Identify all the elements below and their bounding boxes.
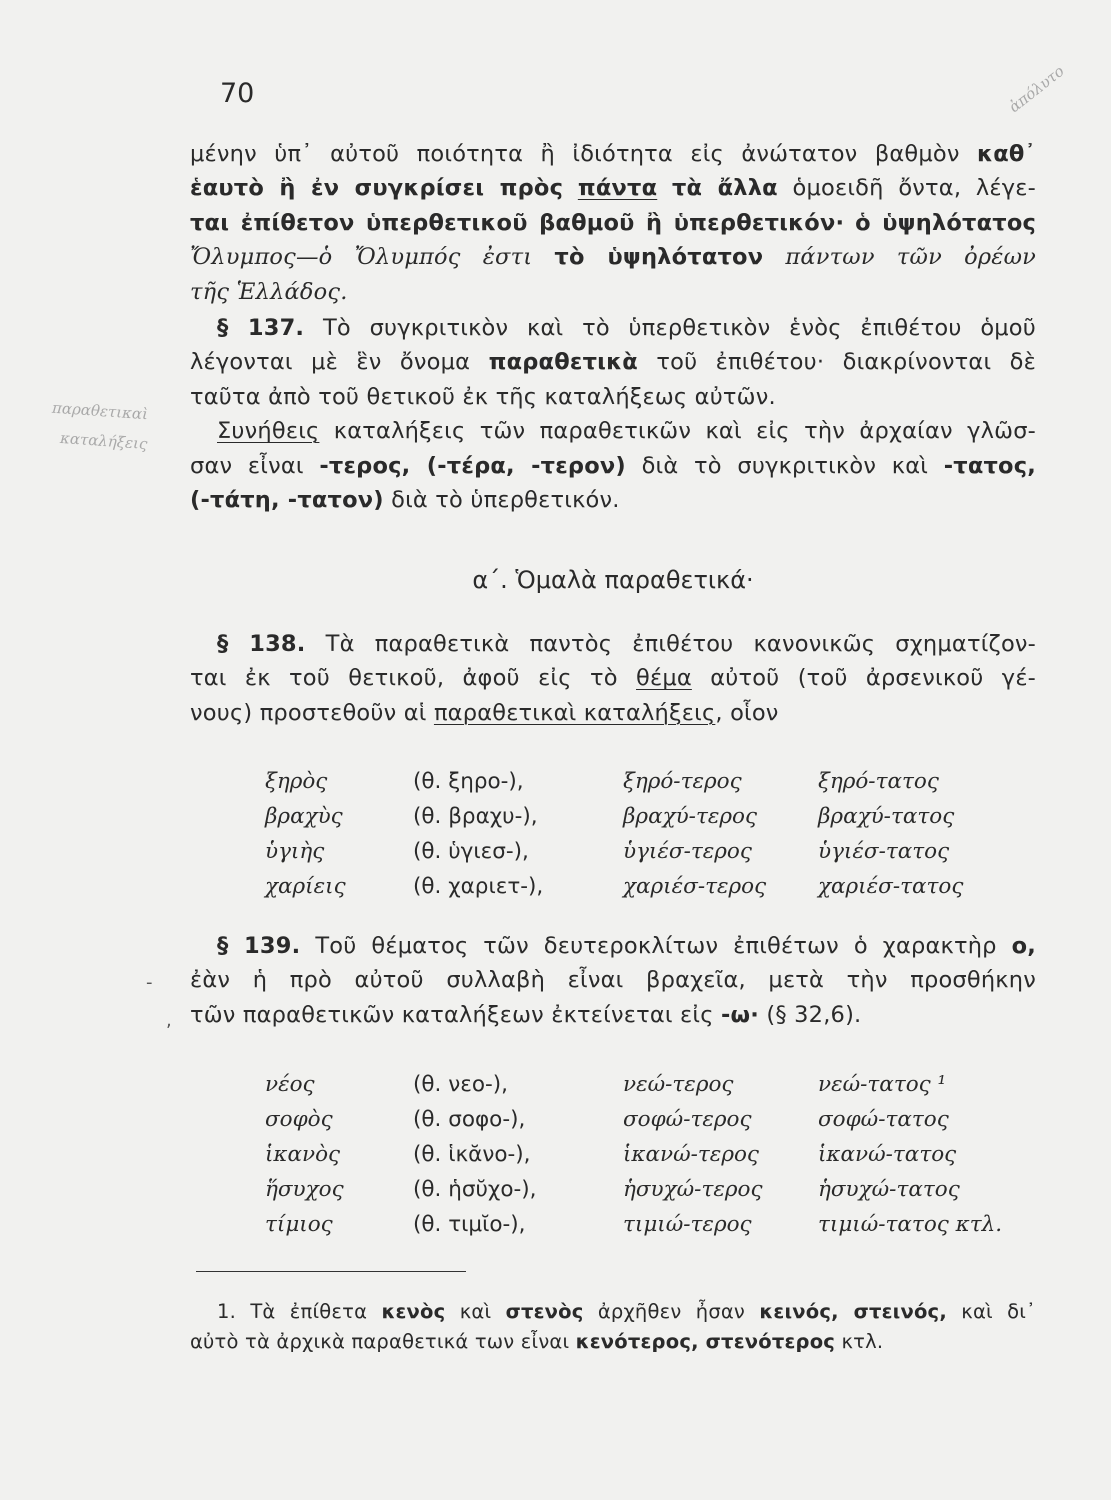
text-line: λέγονται μὲ ἓν ὄνομα παραθετικὰ τοῦ ἐπιθέτου· διακρίνονται δὲ xyxy=(190,349,1037,376)
text-line: νους) προστεθοῦν αἱ παραθετικαὶ καταλήξεις, οἷον xyxy=(190,699,779,726)
text-line: 1. Τὰ ἐπίθετα κενὸς καὶ στενὸς ἀρχῆθεν ἦσαν κεινός, στεινός, καὶ δι᾽ xyxy=(217,1300,1036,1323)
text-line: τῶν παραθετικῶν καταλήξεων ἐκτείνεται εἰς -ω· (§ 32,6). xyxy=(190,1001,862,1028)
comparative-form: ὑγιέσ-τερος xyxy=(623,839,752,864)
comparative-form: ἡσυχώ-τερος xyxy=(623,1177,763,1202)
positive-form: ἥσυχος xyxy=(265,1177,344,1202)
margin-mark: - xyxy=(146,972,153,993)
stem: (θ. ξηρο-), xyxy=(413,769,524,794)
section-number: § 139. xyxy=(217,933,301,959)
positive-form: ἱκανὸς xyxy=(265,1142,341,1167)
table-row xyxy=(265,1067,1002,1102)
text-line: ἑαυτὸ ἢ ἐν συγκρίσει πρὸς πάντα τὰ ἄλλα ὁμοειδῆ ὄντα, λέγε- xyxy=(190,175,1036,202)
table-row xyxy=(265,1172,1002,1207)
table-row xyxy=(265,1102,1002,1137)
stem: (θ. ἱκᾰνο-), xyxy=(413,1142,531,1167)
positive-form: τίμιος xyxy=(265,1212,333,1237)
footnote xyxy=(190,1297,1036,1357)
text-line: ἐὰν ἡ πρὸ αὐτοῦ συλλαβὴ εἶναι βραχεῖα, μετὰ τὴν προσθήκην xyxy=(190,967,1036,994)
superlative-form: σοφώ-τατος xyxy=(818,1107,949,1132)
text-line: μένην ὑπ᾽ αὐτοῦ ποιότητα ἢ ἰδιότητα εἰς ἀνώτατον βαθμὸν καθ᾽ xyxy=(190,141,1036,167)
table-row xyxy=(265,834,963,869)
stem: (θ. χαριετ-), xyxy=(413,874,544,899)
superlative-form: χαριέσ-τατος xyxy=(818,874,964,899)
superlative-form: βραχύ-τατος xyxy=(818,804,955,829)
stem: (θ. ἡσῠχο-), xyxy=(413,1177,537,1202)
positive-form: χαρίεις xyxy=(265,874,346,899)
text-line: § 138. Τὰ παραθετικὰ παντὸς ἐπιθέτου κανονικῶς σχηματίζον- xyxy=(217,631,1036,657)
text-line: Ὄλυμπος—ὁ Ὄλυμπός ἐστι τὸ ὑψηλότατον πάντων τῶν ὀρέων xyxy=(190,244,1036,271)
superlative-form: ξηρό-τατος xyxy=(818,769,939,794)
superlative-form: ἡσυχώ-τατος xyxy=(818,1177,960,1202)
text-line: ται ἐκ τοῦ θετικοῦ, ἀφοῦ εἰς τὸ θέμα αὐτοῦ (τοῦ ἀρσενικοῦ γέ- xyxy=(190,665,1036,692)
section-heading: α΄. Ὁμαλὰ παραθετικά· xyxy=(472,566,754,594)
stem: (θ. τιμῐο-), xyxy=(413,1212,526,1237)
stem: (θ. νεο-), xyxy=(413,1072,508,1097)
section-138 xyxy=(190,627,1036,730)
stem: (θ. ὑγιεσ-), xyxy=(413,839,529,864)
comparative-form: νεώ-τερος xyxy=(623,1072,734,1097)
stem: (θ. βραχυ-), xyxy=(413,804,538,829)
footnote-rule xyxy=(196,1271,466,1272)
section-number: § 137. xyxy=(217,315,305,341)
section-137 xyxy=(190,311,1036,517)
section-139 xyxy=(190,929,1036,1032)
positive-form: νέος xyxy=(265,1072,315,1097)
stem: (θ. σοφο-), xyxy=(413,1107,526,1132)
positive-form: βραχὺς xyxy=(265,804,343,829)
table-row xyxy=(265,869,963,904)
table-row xyxy=(265,799,963,834)
text-line: § 139. Τοῦ θέματος τῶν δευτεροκλίτων ἐπιθέτων ὁ χαρακτὴρ ο, xyxy=(217,933,1036,959)
text-line: Συνήθεις καταλήξεις τῶν παραθετικῶν καὶ εἰς τὴν ἀρχαίαν γλῶσ- xyxy=(217,418,1036,445)
margin-note-top: ἀπόλυτο xyxy=(1005,61,1068,117)
superlative-form: νεώ-τατος ¹ xyxy=(818,1072,947,1097)
positive-form: σοφὸς xyxy=(265,1107,333,1132)
text-line: (-τάτη, -τατον) διὰ τὸ ὑπερθετικόν. xyxy=(190,487,620,514)
text-line: ται ἐπίθετον ὑπερθετικοῦ βαθμοῦ ἢ ὑπερθετικόν· ὁ ὑψηλότατος xyxy=(190,209,1037,236)
superlative-form: τιμιώ-τατος κτλ. xyxy=(818,1212,1003,1237)
margin-mark: , xyxy=(166,1010,172,1031)
comparative-form: χαριέσ-τερος xyxy=(623,874,767,899)
superlative-form: ὑγιέσ-τατος xyxy=(818,839,950,864)
section-number: § 138. xyxy=(217,631,306,657)
text-line: § 137. Τὸ συγκριτικὸν καὶ τὸ ὑπερθετικὸν ἑνὸς ἐπιθέτου ὁμοῦ xyxy=(217,315,1036,341)
page-number: 70 xyxy=(220,78,255,109)
table-row xyxy=(265,764,963,799)
positive-form: ὑγιὴς xyxy=(265,839,325,864)
comparative-form: βραχύ-τερος xyxy=(623,804,758,829)
comparison-table-2 xyxy=(265,1067,1002,1242)
table-row xyxy=(265,1207,1002,1242)
comparative-form: ἱκανώ-τερος xyxy=(623,1142,759,1167)
comparative-form: τιμιώ-τερος xyxy=(623,1212,752,1237)
intro-paragraph xyxy=(190,137,1036,309)
margin-note-left: παραθετικαὶ xyxy=(51,398,149,424)
superlative-form: ἱκανώ-τατος xyxy=(818,1142,957,1167)
text-line: σαν εἶναι -τερος, (-τέρα, -τερον) διὰ τὸ συγκριτικὸν καὶ -τατος, xyxy=(190,452,1036,479)
text-line: τῆς Ἑλλάδος. xyxy=(190,278,348,305)
positive-form: ξηρὸς xyxy=(265,769,328,794)
comparative-form: σοφώ-τερος xyxy=(623,1107,752,1132)
comparison-table-1 xyxy=(265,764,963,904)
text-line: ταῦτα ἀπὸ τοῦ θετικοῦ ἐκ τῆς καταλήξεως αὐτῶν. xyxy=(190,383,776,410)
margin-note-left: καταλήξεις xyxy=(59,428,149,454)
table-row xyxy=(265,1137,1002,1172)
comparative-form: ξηρό-τερος xyxy=(623,769,742,794)
text-line: αὐτὸ τὰ ἀρχικὰ παραθετικά των εἶναι κενότερος, στενότερος κτλ. xyxy=(190,1330,884,1353)
